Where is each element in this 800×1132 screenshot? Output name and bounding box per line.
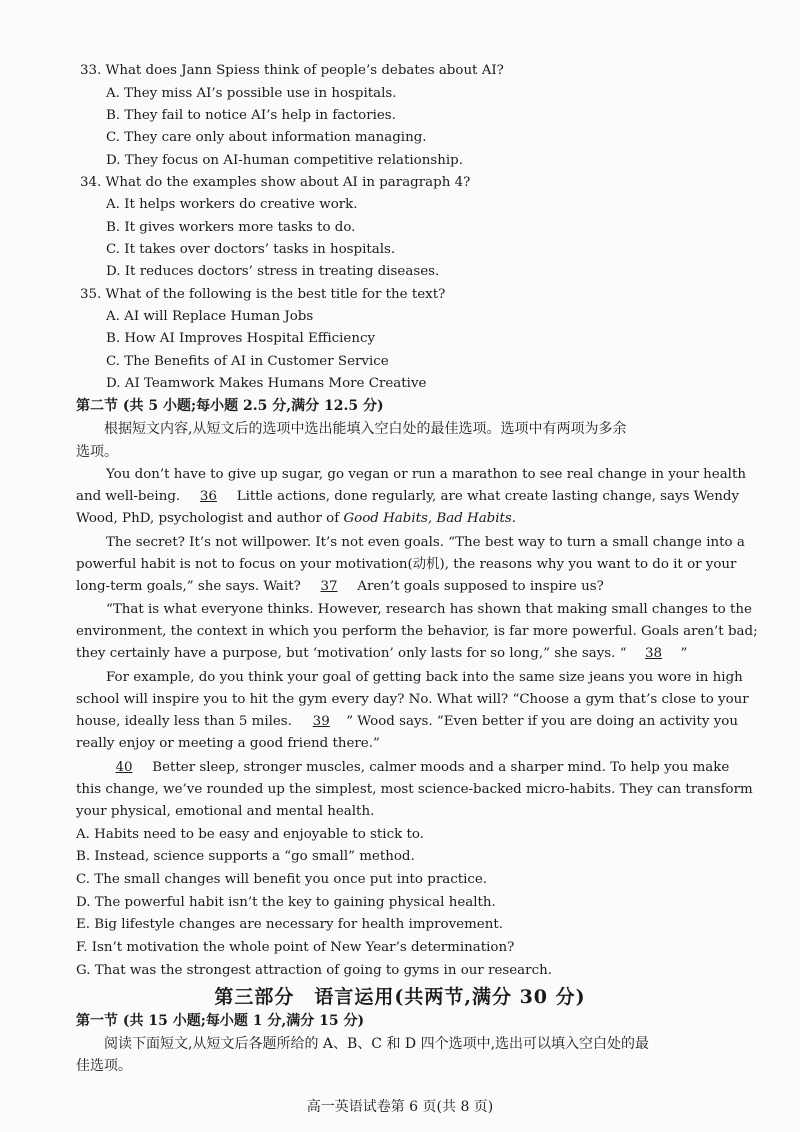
q35-option-c: C. The Benefits of AI in Customer Service xyxy=(106,354,389,369)
passage-p3-line3 xyxy=(76,645,687,663)
passage-p4-line4: really enjoy or meeting a good friend there.” xyxy=(76,736,380,751)
passage-p1-line2-end: Little actions, done regularly, are what create lasting change, says Wendy xyxy=(236,489,740,504)
q35-option-b: B. How AI Improves Hospital Efficiency xyxy=(106,331,376,346)
passage-p2-line3 xyxy=(76,578,604,596)
passage-p2-line1: The secret? It’s not willpower. It’s not even goals. “The best way to turn a small change into a xyxy=(106,535,745,550)
passage-p1-line2-start: and well-being. xyxy=(76,489,181,504)
book-title: Good Habits, Bad Habits. xyxy=(343,511,517,526)
passage-p4-line3-end: ” Wood says. “Even better if you are doing an activity you xyxy=(346,714,738,729)
passage-p4-line2: school will inspire you to hit the gym every day? No. What will? “Choose a gym that’s close to your xyxy=(76,692,749,707)
blank-38: 38 xyxy=(645,646,663,661)
answer-option-a: A. Habits need to be easy and enjoyable to stick to. xyxy=(76,827,424,842)
blank-37: 37 xyxy=(320,579,338,594)
passage-p1-line1: You don’t have to give up sugar, go vegan or run a marathon to see real change in your health xyxy=(106,467,746,482)
passage-p3-line3-end: ” xyxy=(680,646,688,661)
part3-section1-header: 第一节 (共 15 小题;每小题 1 分,满分 15 分) xyxy=(76,1013,365,1029)
answer-option-e: E. Big lifestyle changes are necessary for health improvement. xyxy=(76,917,503,932)
answer-option-d: D. The powerful habit isn’t the key to gaining physical health. xyxy=(76,895,496,910)
passage-p4-line1: For example, do you think your goal of getting back into the same size jeans you wore in high xyxy=(106,670,743,685)
passage-p1-line3-start: Wood, PhD, psychologist and author of xyxy=(76,511,340,526)
part3-instruction-line2: 佳选项。 xyxy=(76,1058,132,1074)
answer-option-b: B. Instead, science supports a “go small” method. xyxy=(76,849,415,864)
q34-option-a: A. It helps workers do creative work. xyxy=(106,197,358,212)
passage-p1-line3 xyxy=(76,510,516,528)
passage-p2-line3-end: Aren’t goals supposed to inspire us? xyxy=(357,579,604,594)
blank-39: 39 xyxy=(312,714,330,729)
q35-stem: 35. What of the following is the best title for the text? xyxy=(80,287,446,302)
q33-option-b: B. They fail to notice AI’s help in factories. xyxy=(106,108,396,123)
q33-option-d: D. They focus on AI-human competitive relationship. xyxy=(106,153,463,168)
q34-option-c: C. It takes over doctors’ tasks in hospitals. xyxy=(106,242,396,257)
passage-p5-line3: your physical, emotional and mental health. xyxy=(76,804,375,819)
passage-p3-line3-start: they certainly have a purpose, but ‘motivation’ only lasts for so long,” she says. “ xyxy=(76,646,627,661)
q33-option-a: A. They miss AI’s possible use in hospitals. xyxy=(106,86,397,101)
part3-title: 第三部分 语言运用(共两节,满分 30 分) xyxy=(214,986,586,1008)
q35-option-d: D. AI Teamwork Makes Humans More Creative xyxy=(106,376,427,391)
section2-instruction-line2: 选项。 xyxy=(76,444,118,460)
part3-instruction-line1: 阅读下面短文,从短文后各题所给的 A、B、C 和 D 四个选项中,选出可以填入空白处的最 xyxy=(104,1036,650,1052)
passage-p1-line2 xyxy=(76,488,739,506)
passage-p3-line1: “That is what everyone thinks. However, research has shown that making small changes to the xyxy=(106,602,752,617)
q33-stem: 33. What does Jann Spiess think of people’s debates about AI? xyxy=(80,63,504,78)
section2-header: 第二节 (共 5 小题;每小题 2.5 分,满分 12.5 分) xyxy=(76,398,384,414)
passage-p4-line3-start: house, ideally less than 5 miles. xyxy=(76,714,292,729)
answer-option-g: G. That was the strongest attraction of going to gyms in our research. xyxy=(76,963,552,978)
q33-option-c: C. They care only about information managing. xyxy=(106,130,427,145)
q34-option-d: D. It reduces doctors’ stress in treating diseases. xyxy=(106,264,440,279)
passage-p2-line3-start: long-term goals,” she says. Wait? xyxy=(76,579,301,594)
q34-option-b: B. It gives workers more tasks to do. xyxy=(106,220,356,235)
answer-option-c: C. The small changes will benefit you once put into practice. xyxy=(76,872,488,887)
q34-stem: 34. What do the examples show about AI in paragraph 4? xyxy=(80,175,471,190)
section2-instruction-line1: 根据短文内容,从短文后的选项中选出能填入空白处的最佳选项。选项中有两项为多余 xyxy=(104,421,627,437)
page-footer: 高一英语试卷第 6 页(共 8 页) xyxy=(306,1099,494,1115)
blank-36: 36 xyxy=(199,489,217,504)
passage-p5-line1-end: Better sleep, stronger muscles, calmer moods and a sharper mind. To help you make xyxy=(152,760,730,775)
passage-p5-line1 xyxy=(100,759,729,777)
q35-option-a: A. AI will Replace Human Jobs xyxy=(106,309,314,324)
passage-p3-line2: environment, the context in which you perform the behavior, is far more powerful. Goals aren’t bad; xyxy=(76,624,758,639)
answer-option-f: F. Isn’t motivation the whole point of New Year’s determination? xyxy=(76,940,515,955)
blank-40: 40 xyxy=(115,760,133,775)
passage-p4-line3 xyxy=(76,713,738,731)
passage-p2-line2: powerful habit is not to focus on your motivation(动机), the reasons why you want to do it or your xyxy=(76,557,737,572)
passage-p5-line2: this change, we’ve rounded up the simplest, most science-backed micro-habits. They can transform xyxy=(76,782,753,797)
